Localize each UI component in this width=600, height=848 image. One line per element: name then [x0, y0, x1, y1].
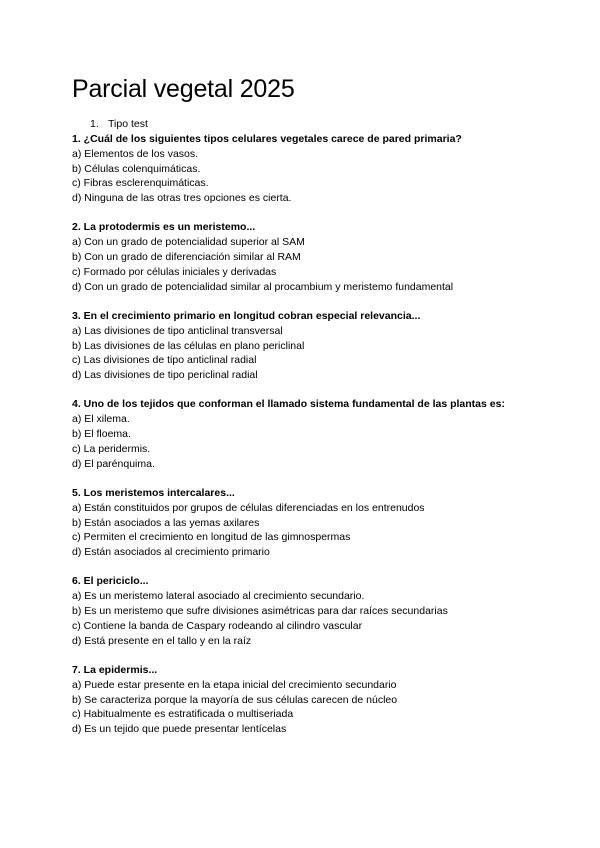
answer-option: d) Es un tejido que puede presentar lentícelas [72, 723, 287, 736]
answer-option: c) Fibras esclerenquimáticas. [72, 177, 209, 190]
answer-option: b) Las divisiones de las células en plano periclinal [72, 339, 305, 352]
section-label: Tipo test [108, 118, 148, 130]
question-text: 1. ¿Cuál de los siguientes tipos celulares vegetales carece de pared primaria? [72, 133, 462, 145]
answer-option: a) Están constituidos por grupos de células diferenciadas en los entrenudos [72, 501, 425, 514]
section-number: 1. [90, 118, 99, 130]
answer-option: a) Las divisiones de tipo anticlinal transversal [72, 324, 283, 337]
question-7 [72, 663, 532, 737]
answer-option: c) Permiten el crecimiento en longitud de las gimnospermas [72, 531, 351, 544]
answer-option: a) Es un meristemo lateral asociado al crecimiento secundario. [72, 590, 365, 603]
answer-option: b) Es un meristemo que sufre divisiones asimétricas para dar raíces secundarias [72, 605, 448, 618]
question-text: 2. La protodermis es un meristemo... [72, 221, 256, 234]
answer-option: b) Están asociados a las yemas axilares [72, 516, 260, 529]
answer-option: b) El floema. [72, 428, 131, 441]
question-1 [72, 132, 532, 206]
answer-option: a) Elementos de los vasos. [72, 147, 199, 160]
answer-option: a) Con un grado de potencialidad superior al SAM [72, 236, 305, 249]
answer-option: c) Habitualmente es estratificada o multiseriada [72, 708, 294, 721]
answer-option: a) Puede estar presente en la etapa inicial del crecimiento secundario [72, 678, 397, 691]
question-6 [72, 574, 532, 648]
answer-option: c) Contiene la banda de Caspary rodeando al cilindro vascular [72, 619, 363, 632]
answer-option: c) La peridermis. [72, 442, 151, 455]
answer-option: d) Está presente en el tallo y en la raíz [72, 634, 252, 647]
question-list [72, 132, 532, 737]
page-title: Parcial vegetal 2025 [72, 75, 295, 103]
answer-option: d) Las divisiones de tipo periclinal radial [72, 369, 258, 382]
answer-option: c) Las divisiones de tipo anticlinal radial [72, 354, 257, 367]
question-text: 6. El periciclo... [72, 575, 149, 588]
answer-option: b) Se caracteriza porque la mayoría de sus células carecen de núcleo [72, 693, 398, 706]
question-text: 5. Los meristemos intercalares... [72, 486, 235, 499]
question-text: 7. La epidermis... [72, 663, 158, 676]
answer-option: b) Con un grado de diferenciación similar al RAM [72, 251, 301, 264]
question-3 [72, 309, 532, 383]
answer-option: c) Formado por células iniciales y derivadas [72, 265, 277, 278]
answer-option: d) Están asociados al crecimiento primario [72, 546, 270, 559]
answer-option: d) El parénquima. [72, 457, 155, 470]
question-2 [72, 220, 532, 294]
answer-option: d) Ninguna de las otras tres opciones es cierta. [72, 192, 292, 205]
document-page [72, 74, 532, 751]
answer-option: d) Con un grado de potencialidad similar al procambium y meristemo fundamental [72, 280, 454, 293]
question-4 [72, 397, 532, 471]
answer-option: b) Células colenquimáticas. [72, 162, 201, 175]
question-text: 4. Uno de los tejidos que conforman el llamado sistema fundamental de las plantas es: [72, 398, 505, 411]
question-5 [72, 486, 532, 560]
question-text: 3. En el crecimiento primario en longitud cobran especial relevancia... [72, 309, 421, 322]
answer-option: a) El xilema. [72, 413, 130, 426]
section-heading [90, 118, 532, 130]
